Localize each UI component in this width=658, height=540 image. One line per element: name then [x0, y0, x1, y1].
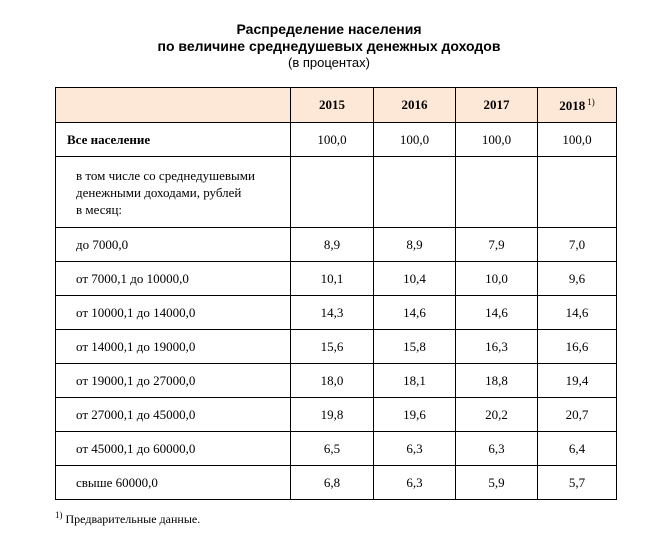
table-cell: 20,2: [456, 398, 538, 432]
table-row: [56, 364, 617, 398]
table-cell: [538, 157, 617, 228]
table-cell: 18,1: [374, 364, 456, 398]
footnote-mark: 1): [55, 510, 63, 520]
table-cell: 100,0: [291, 123, 374, 157]
group-label: [56, 157, 291, 228]
table-row: [56, 228, 617, 262]
table-cell: 5,7: [538, 466, 617, 500]
table-cell: 19,8: [291, 398, 374, 432]
group-label-line: денежными доходами, рублей: [76, 185, 242, 200]
table-cell: 15,6: [291, 330, 374, 364]
row-label: от 14000,1 до 19000,0: [56, 330, 291, 364]
row-label: Все население: [56, 123, 291, 157]
column-header: 2018 $^{1)}$: [538, 88, 617, 123]
table-cell: 100,0: [538, 123, 617, 157]
column-header: 2017: [456, 88, 538, 123]
table-cell: 6,3: [374, 466, 456, 500]
table-cell: 5,9: [456, 466, 538, 500]
table-row: [56, 262, 617, 296]
table-cell: 10,0: [456, 262, 538, 296]
table-cell: 6,8: [291, 466, 374, 500]
table-cell: 19,4: [538, 364, 617, 398]
footnote-mark: 1): [587, 96, 595, 107]
table-cell: 18,0: [291, 364, 374, 398]
table-cell: [374, 157, 456, 228]
footnote-text: Предварительные данные.: [62, 512, 201, 526]
table-cell: [291, 157, 374, 228]
table-cell: 14,3: [291, 296, 374, 330]
row-label: свыше 60000,0: [56, 466, 291, 500]
table-header-row: [56, 88, 617, 123]
table-cell: 6,4: [538, 432, 617, 466]
row-label: от 45000,1 до 60000,0: [56, 432, 291, 466]
table-cell: 6,5: [291, 432, 374, 466]
footnote: [55, 510, 200, 527]
column-header: 2015: [291, 88, 374, 123]
income-distribution-table: [55, 87, 617, 500]
page-subtitle: (в процентах): [288, 55, 370, 70]
table-cell: 20,7: [538, 398, 617, 432]
header-empty-cell: [56, 88, 291, 123]
row-label: до 7000,0: [56, 228, 291, 262]
table-cell: 9,6: [538, 262, 617, 296]
table-row: [56, 398, 617, 432]
row-label: от 19000,1 до 27000,0: [56, 364, 291, 398]
table-row: [56, 330, 617, 364]
page-title-line-2: по величине среднедушевых денежных доходов: [157, 38, 501, 54]
table-cell: 14,6: [456, 296, 538, 330]
title-block: [0, 21, 658, 71]
table-row: [56, 432, 617, 466]
table-cell: 16,3: [456, 330, 538, 364]
table-cell: 8,9: [291, 228, 374, 262]
group-label-line: в том числе со среднедушевыми: [76, 168, 255, 183]
table-row-group-label: [56, 157, 617, 228]
table-cell: 100,0: [374, 123, 456, 157]
table-cell: 14,6: [374, 296, 456, 330]
table-cell: [456, 157, 538, 228]
table-cell: 14,6: [538, 296, 617, 330]
table-cell: 7,9: [456, 228, 538, 262]
table-row-total: [56, 123, 617, 157]
table-cell: 10,1: [291, 262, 374, 296]
row-label: от 7000,1 до 10000,0: [56, 262, 291, 296]
table-cell: 6,3: [456, 432, 538, 466]
table-cell: 19,6: [374, 398, 456, 432]
table-cell: 15,8: [374, 330, 456, 364]
group-label-line: в месяц:: [76, 202, 123, 217]
table-cell: 7,0: [538, 228, 617, 262]
row-label: от 27000,1 до 45000,0: [56, 398, 291, 432]
table-cell: 8,9: [374, 228, 456, 262]
page-title-line-1: Распределение населения: [236, 21, 422, 37]
table-cell: 6,3: [374, 432, 456, 466]
table-row: [56, 466, 617, 500]
table-cell: 10,4: [374, 262, 456, 296]
table-row: [56, 296, 617, 330]
table-cell: 16,6: [538, 330, 617, 364]
row-label: от 10000,1 до 14000,0: [56, 296, 291, 330]
table-cell: 18,8: [456, 364, 538, 398]
table-cell: 100,0: [456, 123, 538, 157]
column-header: 2016: [374, 88, 456, 123]
